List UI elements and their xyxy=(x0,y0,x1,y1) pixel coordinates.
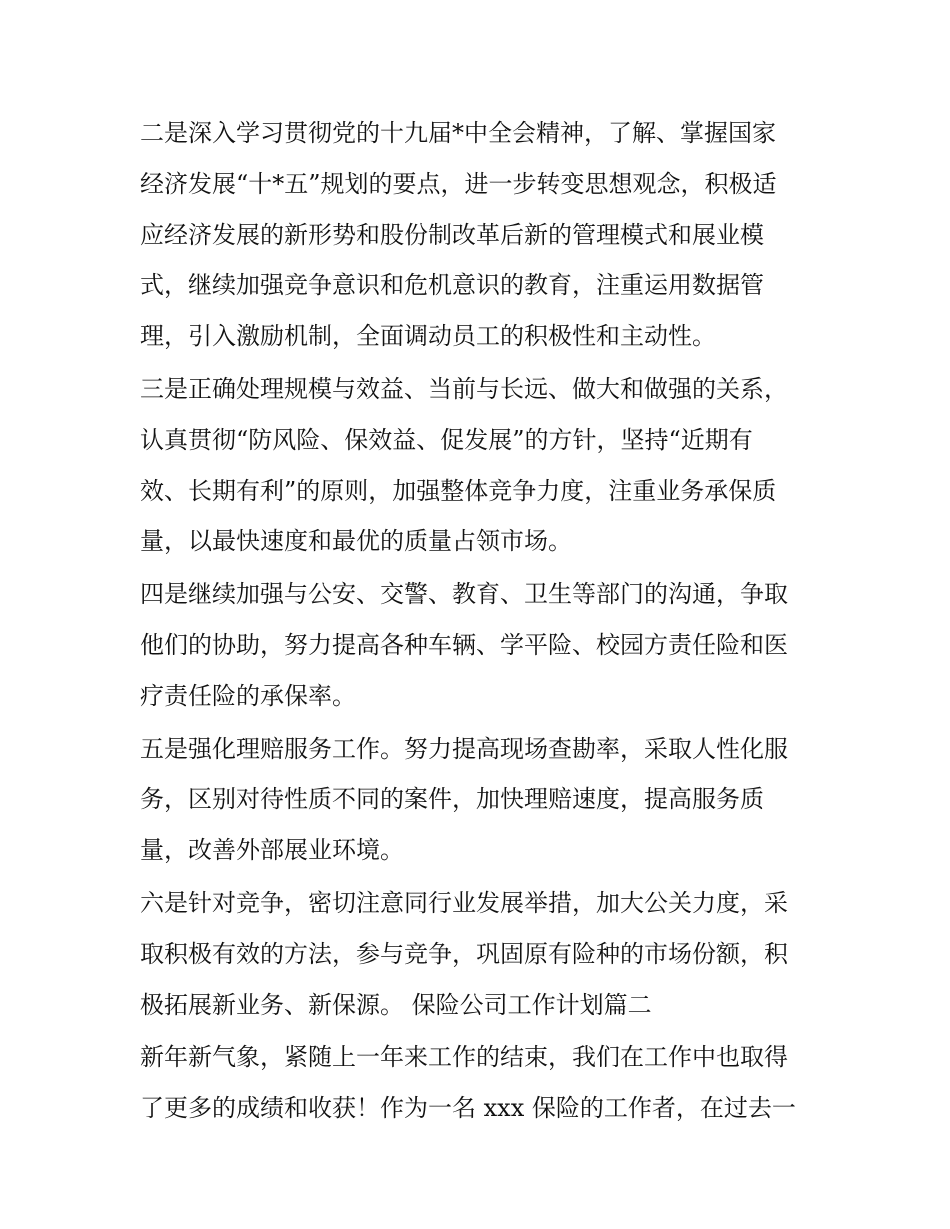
text-line: 量，以最快速度和最优的质量占领市场。 xyxy=(140,527,572,556)
text-line: 认真贯彻“防风险、保效益、促发展”的方针，坚持“近期有 xyxy=(140,425,753,454)
text-line: 五是强化理赔服务工作。努力提高现场查勘率，采取人性化服 xyxy=(140,734,788,763)
text-line: 他们的协助，努力提高各种车辆、学平险、校园方责任险和医 xyxy=(140,630,788,659)
text-line: 新年新气象，紧随上一年来工作的结束，我们在工作中也取得 xyxy=(140,1043,788,1072)
paragraph-new-year xyxy=(140,1032,820,1134)
text-line: 疗责任险的承保率。 xyxy=(140,681,356,710)
text-line: 应经济发展的新形势和股份制改革后新的管理模式和展业模 xyxy=(140,220,764,249)
text-line: 理，引入激励机制，全面调动员工的积极性和主动性。 xyxy=(140,322,716,351)
text-line: 极拓展新业务、新保源。 保险公司工作计划篇二 xyxy=(140,990,652,1019)
text-line: 取积极有效的方法，参与竞争，巩固原有险种的市场份额，积 xyxy=(140,939,788,968)
document-page xyxy=(140,108,820,1136)
text-line: 四是继续加强与公安、交警、教育、卫生等部门的沟通，争取 xyxy=(140,580,788,609)
text-line: 效、长期有利”的原则，加强整体竞争力度，注重业务承保质 xyxy=(140,476,777,505)
text-line: 式，继续加强竞争意识和危机意识的教育，注重运用数据管 xyxy=(140,271,764,300)
text-line: 三是正确处理规模与效益、当前与长远、做大和做强的关系， xyxy=(140,374,788,403)
text-line: 二是深入学习贯彻党的十九届*中全会精神，了解、掌握国家 xyxy=(140,119,776,147)
paragraph-2 xyxy=(140,108,820,362)
text-line: 经济发展“十*五”规划的要点，进一步转变思想观念，积极适 xyxy=(140,169,777,198)
text-line: 六是针对竞争，密切注意同行业发展举措，加大公关力度，采 xyxy=(140,888,788,917)
text-line: 量，改善外部展业环境。 xyxy=(140,836,404,865)
paragraph-5 xyxy=(140,724,820,876)
text-line: 了更多的成绩和收获！作为一名 xxx 保险的工作者，在过去一 xyxy=(140,1094,796,1123)
text-line: 务，区别对待性质不同的案件，加快理赔速度，提高服务质 xyxy=(140,785,764,814)
paragraph-4 xyxy=(140,569,820,721)
paragraph-6 xyxy=(140,878,820,1030)
paragraph-3 xyxy=(140,364,820,567)
